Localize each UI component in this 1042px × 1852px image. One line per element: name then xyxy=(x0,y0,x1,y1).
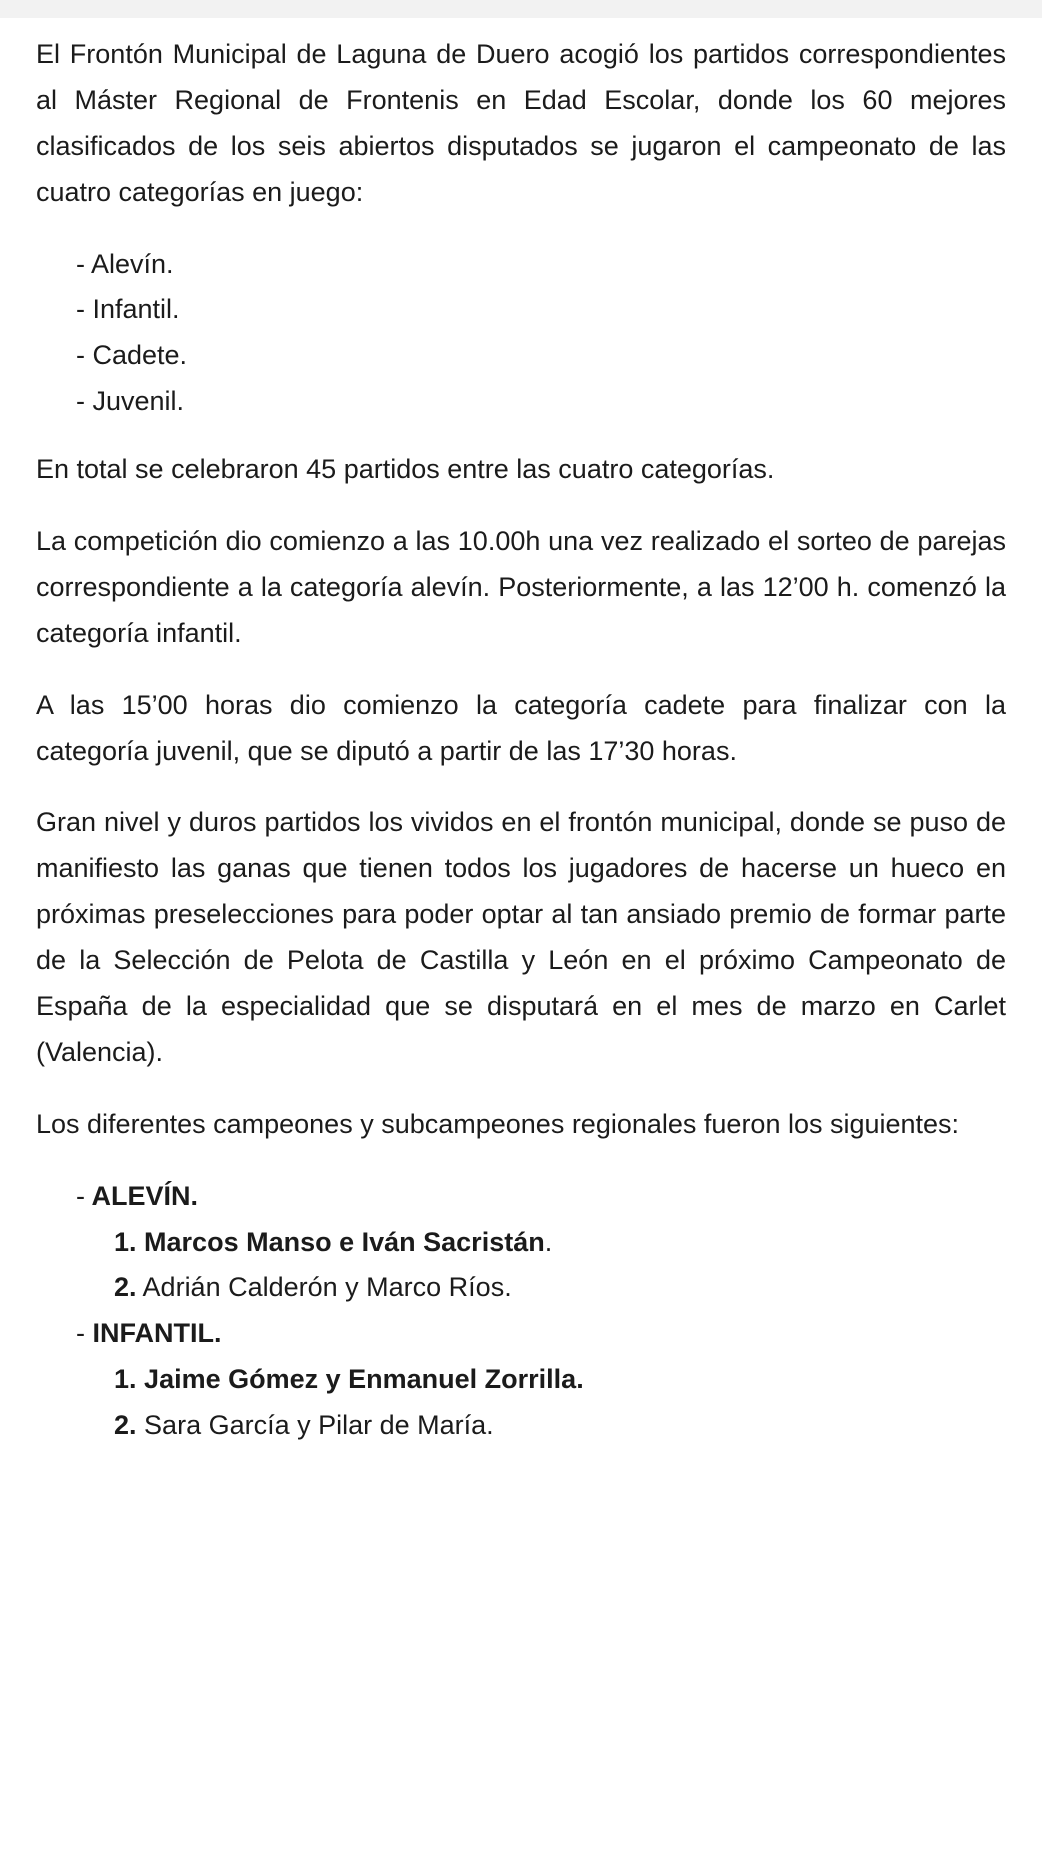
winner-row-first xyxy=(76,1357,1006,1403)
rank-names: Jaime Gómez y Enmanuel Zorrilla. xyxy=(144,1364,584,1395)
category-heading-label: ALEVÍN. xyxy=(91,1180,199,1211)
category-heading-infantil xyxy=(76,1311,1006,1357)
rank-suffix: . xyxy=(544,1226,553,1257)
bullet-dash: - xyxy=(76,1180,85,1211)
rank-number: 2. xyxy=(114,1410,137,1441)
level-paragraph: Gran nivel y duros partidos los vividos en el frontón municipal, donde se puso de manifiesto las ganas que tienen todos los jugadores de hacerse un hueco en próximas preselecciones para poder optar al tan ansiado premio de formar parte de la Selección de Pelota de Castilla y León en el próximo Campeonato de España de la especialidad que se disputará en el mes de marzo en Carlet (Valencia). xyxy=(36,807,1006,1067)
bullet-dash: - xyxy=(76,1318,85,1349)
rank-number: 2. xyxy=(114,1272,137,1303)
champions-intro-paragraph: Los diferentes campeones y subcampeones regionales fueron los siguientes: xyxy=(36,1108,960,1139)
schedule-paragraph: La competición dio comienzo a las 10.00h una vez realizado el sorteo de parejas correspondiente a la categoría alevín. Posteriormente, a las 12’00 h. comenzó la categoría infantil. xyxy=(36,526,1006,648)
list-item: - Juvenil. xyxy=(76,386,185,417)
winner-row-first xyxy=(76,1220,1006,1266)
winners-section xyxy=(36,1174,1006,1449)
winner-row-second xyxy=(76,1265,1006,1311)
category-heading-label: INFANTIL. xyxy=(92,1318,222,1349)
top-strip xyxy=(0,0,1042,18)
categories-list xyxy=(36,242,1006,426)
intro-paragraph: El Frontón Municipal de Laguna de Duero acogió los partidos correspondientes al Máster Regional de Frontenis en Edad Escolar, donde los 60 mejores clasificados de los seis abiertos disputados se jugaron el campeonato de las cuatro categorías en juego: xyxy=(36,39,1006,207)
rank-number: 1. xyxy=(114,1226,137,1257)
document-content xyxy=(0,18,1042,1449)
category-heading-alevin xyxy=(76,1174,1006,1220)
rank-names: Adrián Calderón y Marco Ríos. xyxy=(142,1272,512,1303)
schedule-paragraph-2: A las 15’00 horas dio comienzo la categoría cadete para finalizar con la categoría juvenil, que se diputó a partir de las 17’30 horas. xyxy=(36,689,1006,766)
list-item: - Alevín. xyxy=(76,248,174,279)
winner-row-second xyxy=(76,1403,1006,1449)
rank-names: Sara García y Pilar de María. xyxy=(144,1410,494,1441)
list-item: - Infantil. xyxy=(76,294,180,325)
total-matches-paragraph: En total se celebraron 45 partidos entre las cuatro categorías. xyxy=(36,454,775,485)
rank-number: 1. xyxy=(114,1364,137,1395)
list-item: - Cadete. xyxy=(76,340,188,371)
rank-names: Marcos Manso e Iván Sacristán xyxy=(144,1226,545,1257)
